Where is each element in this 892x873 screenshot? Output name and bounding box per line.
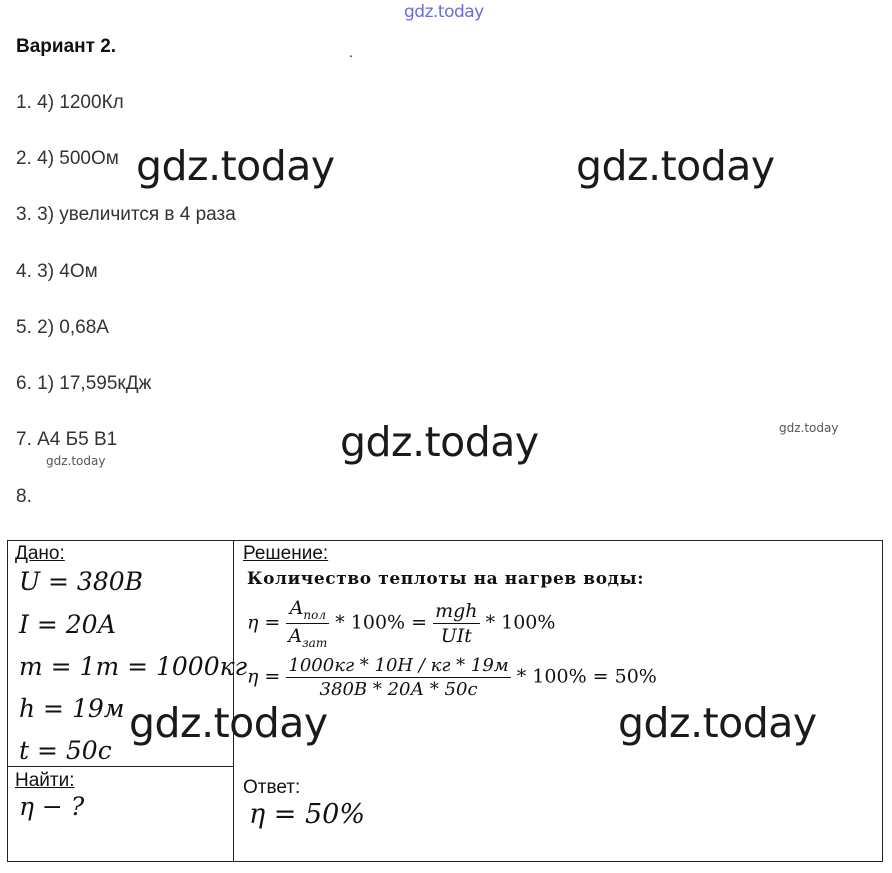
denominator-uit: UIt xyxy=(440,624,472,647)
given-mass: m = 1т = 1000кг xyxy=(19,652,248,681)
efficiency-calculation xyxy=(247,655,657,700)
fraction-work-ratio xyxy=(286,597,329,650)
calc-lhs: η = xyxy=(247,665,281,688)
answer-2: 2. 4) 500Ом xyxy=(16,148,119,169)
calc-tail: * 100% = 50% xyxy=(516,665,657,688)
formula-lhs: η = xyxy=(247,611,281,634)
solution-header: Решение: xyxy=(243,543,329,564)
watermark: gdz.today xyxy=(618,699,817,747)
watermark: gdz.today xyxy=(136,142,335,190)
watermark: gdz.today xyxy=(576,142,775,190)
given-height: h = 19м xyxy=(19,694,125,723)
watermark-small: gdz.today xyxy=(779,421,839,435)
answer-3: 3. 3) увеличится в 4 раза xyxy=(16,204,236,225)
answer-5: 5. 2) 0,68А xyxy=(16,317,109,338)
stray-dot: . xyxy=(349,44,353,60)
find-header: Найти: xyxy=(15,770,75,791)
answer-8: 8. xyxy=(16,486,32,507)
table-row-divider xyxy=(8,766,234,767)
calc-numerator: 1000кг * 10Н / кг * 19м xyxy=(288,655,509,676)
answer-value: η = 50% xyxy=(249,799,365,830)
calc-denominator: 380В * 20А * 50с xyxy=(319,679,478,700)
answer-7: 7. А4 Б5 В1 xyxy=(16,429,118,450)
fraction-calculation xyxy=(286,655,510,700)
watermark: gdz.today xyxy=(340,418,539,466)
denominator-work: A xyxy=(288,624,303,647)
efficiency-formula xyxy=(247,597,555,650)
solution-table xyxy=(7,540,883,862)
numerator-mgh: mgh xyxy=(435,599,478,622)
watermark: gdz.today xyxy=(129,699,328,747)
variant-title: Вариант 2. xyxy=(16,36,117,57)
answer-header: Ответ: xyxy=(243,777,301,798)
watermark-top: gdz.today xyxy=(404,2,484,22)
formula-tail: * 100% xyxy=(485,611,556,634)
watermark-small: gdz.today xyxy=(46,454,106,468)
answer-4: 4. 3) 4Ом xyxy=(16,261,98,282)
solution-description: Количество теплоты на нагрев воды: xyxy=(247,569,645,589)
given-voltage: U = 380В xyxy=(19,567,143,596)
answer-6: 6. 1) 17,595кДж xyxy=(16,373,152,394)
given-time: t = 50с xyxy=(19,736,112,765)
formula-middle: * 100% = xyxy=(335,611,428,634)
numerator-sub: пол xyxy=(303,607,326,622)
denominator-sub: зат xyxy=(302,635,328,650)
find-value: η − ? xyxy=(19,792,85,821)
given-header: Дано: xyxy=(15,543,65,564)
fraction-energy-ratio xyxy=(433,600,479,647)
given-current: I = 20А xyxy=(19,610,117,639)
answer-1: 1. 4) 1200Кл xyxy=(16,92,124,113)
numerator-work: A xyxy=(289,597,304,619)
